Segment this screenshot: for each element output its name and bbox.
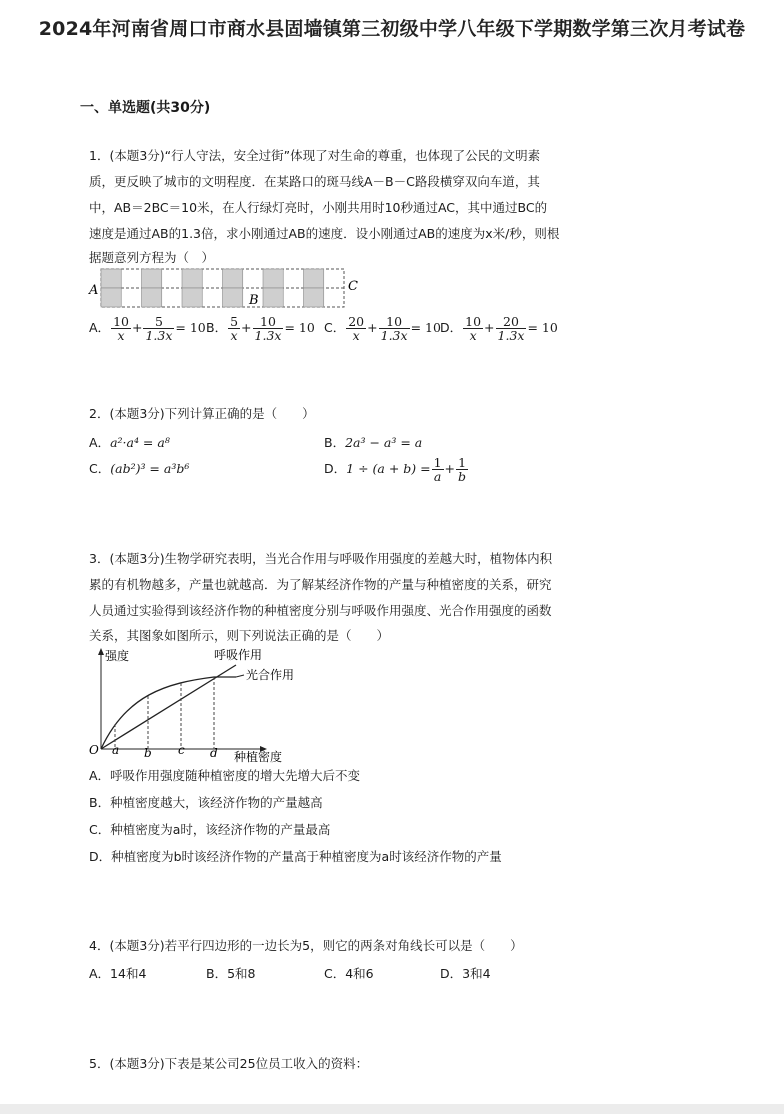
q3-option-c[interactable]: C．种植密度为a时，该经济作物的产量最高	[89, 822, 331, 837]
q1-line-3: 中，AB＝2BC＝10米，在人行绿灯亮时，小刚共用时10秒通过AC，其中通过BC的	[89, 200, 548, 215]
q1-line-1: 1．(本题3分)“行人守法，安全过街”体现了对生命的尊重，也体现了公民的文明素	[89, 148, 541, 163]
q3-option-d[interactable]: D．种植密度为b时该经济作物的产量高于种植密度为a时该经济作物的产量	[89, 849, 502, 864]
photosynthesis-curve	[101, 677, 236, 749]
exam-title: 2024年河南省周口市商水县固墙镇第三初级中学八年级下学期数学第三次月考试卷	[38, 18, 746, 40]
point-c-label: C	[348, 279, 358, 294]
q2-option-b[interactable]: B．2a³ − a³ = a	[324, 435, 423, 450]
q1-line-4: 速度是通过AB的1.3倍，求小刚通过AB的速度．设小刚通过AB的速度为x米/秒，则根	[89, 226, 560, 241]
page-bottom-edge	[0, 1104, 784, 1114]
respiration-line	[101, 665, 236, 749]
photosynthesis-label: 光合作用	[246, 668, 295, 682]
q4-stem: 4．(本题3分)若平行四边形的一边长为5，则它的两条对角线长可以是（ ）	[89, 938, 523, 953]
crosswalk-stripe	[304, 288, 324, 307]
crosswalk-stripe	[101, 269, 121, 288]
q3-line-4: 关系，其图象如图所示，则下列说法正确的是（ ）	[89, 628, 390, 643]
q4-option-a[interactable]: A．14和4	[89, 966, 147, 981]
origin-label: O	[89, 743, 99, 757]
crosswalk-stripe	[142, 269, 162, 288]
q1-line-5: 据题意列方程为（ ）	[89, 250, 215, 265]
y-axis-label: 强度	[105, 649, 130, 663]
q3-line-2: 累的有机物越多，产量也就越高．为了解某经济作物的产量与种植密度的关系，研究	[89, 577, 552, 592]
q1-option-d[interactable]: D． $\frac{10}{x}$ + $\frac{20}{1.3x}$ = 10	[440, 314, 558, 343]
q5-stem: 5．(本题3分)下表是某公司25位员工收入的资料：	[89, 1056, 369, 1071]
tick-c: c	[178, 743, 185, 757]
q3-option-b[interactable]: B．种植密度越大，该经济作物的产量越高	[89, 795, 323, 810]
crosswalk-stripe	[263, 269, 283, 288]
q3-line-3: 人员通过实验得到该经济作物的种植密度分别与呼吸作用强度、光合作用强度的函数	[89, 603, 552, 618]
crosswalk-stripe	[263, 288, 283, 307]
q4-option-d[interactable]: D．3和4	[440, 966, 491, 981]
crosswalk-stripe	[223, 288, 243, 307]
crosswalk-stripe	[142, 288, 162, 307]
y-axis-arrow	[98, 648, 104, 655]
crosswalk-stripe	[182, 288, 202, 307]
q1-option-b[interactable]: B． $\frac{5}{x}$ + $\frac{10}{1.3x}$ = 10	[206, 314, 315, 343]
tick-a: a	[112, 743, 120, 757]
q1-line-2: 质，更反映了城市的文明程度．在某路口的斑马线A－B－C路段横穿双向车道，其	[89, 174, 540, 189]
respiration-label: 呼吸作用	[214, 648, 263, 662]
x-axis-label: 种植密度	[234, 750, 283, 764]
crosswalk-stripe	[101, 288, 121, 307]
q3-graph	[86, 645, 306, 767]
point-b-label: B	[249, 293, 259, 308]
q4-option-b[interactable]: B．5和8	[206, 966, 256, 981]
tick-d: d	[210, 746, 218, 760]
q3-option-a[interactable]: A．呼吸作用强度随种植密度的增大先增大后不变	[89, 768, 361, 783]
q2-stem: 2．(本题3分)下列计算正确的是（ ）	[89, 406, 315, 421]
section-heading: 一、单选题(共30分)	[80, 100, 211, 116]
q2-option-d[interactable]: D．1 ÷ (a + b) = $\frac{1}{a}$ + $\frac{1}{b}$	[324, 455, 467, 484]
point-a-label: A	[89, 283, 99, 298]
tick-b: b	[144, 746, 152, 760]
q4-option-c[interactable]: C．4和6	[324, 966, 374, 981]
crosswalk-figure	[86, 266, 366, 312]
q1-option-c[interactable]: C． $\frac{20}{x}$ + $\frac{10}{1.3x}$ = 10	[324, 314, 441, 343]
q1-option-a[interactable]: A． $\frac{10}{x}$ + $\frac{5}{1.3x}$ = 10	[89, 314, 206, 343]
crosswalk-stripe	[304, 269, 324, 288]
crosswalk-stripe	[182, 269, 202, 288]
q2-option-a[interactable]: A．a²·a⁴ = a⁸	[89, 435, 170, 450]
q3-line-1: 3．(本题3分)生物学研究表明，当光合作用与呼吸作用强度的差越大时，植物体内积	[89, 551, 553, 566]
crosswalk-stripe	[223, 269, 243, 288]
q2-option-c[interactable]: C．(ab²)³ = a³b⁶	[89, 461, 190, 476]
